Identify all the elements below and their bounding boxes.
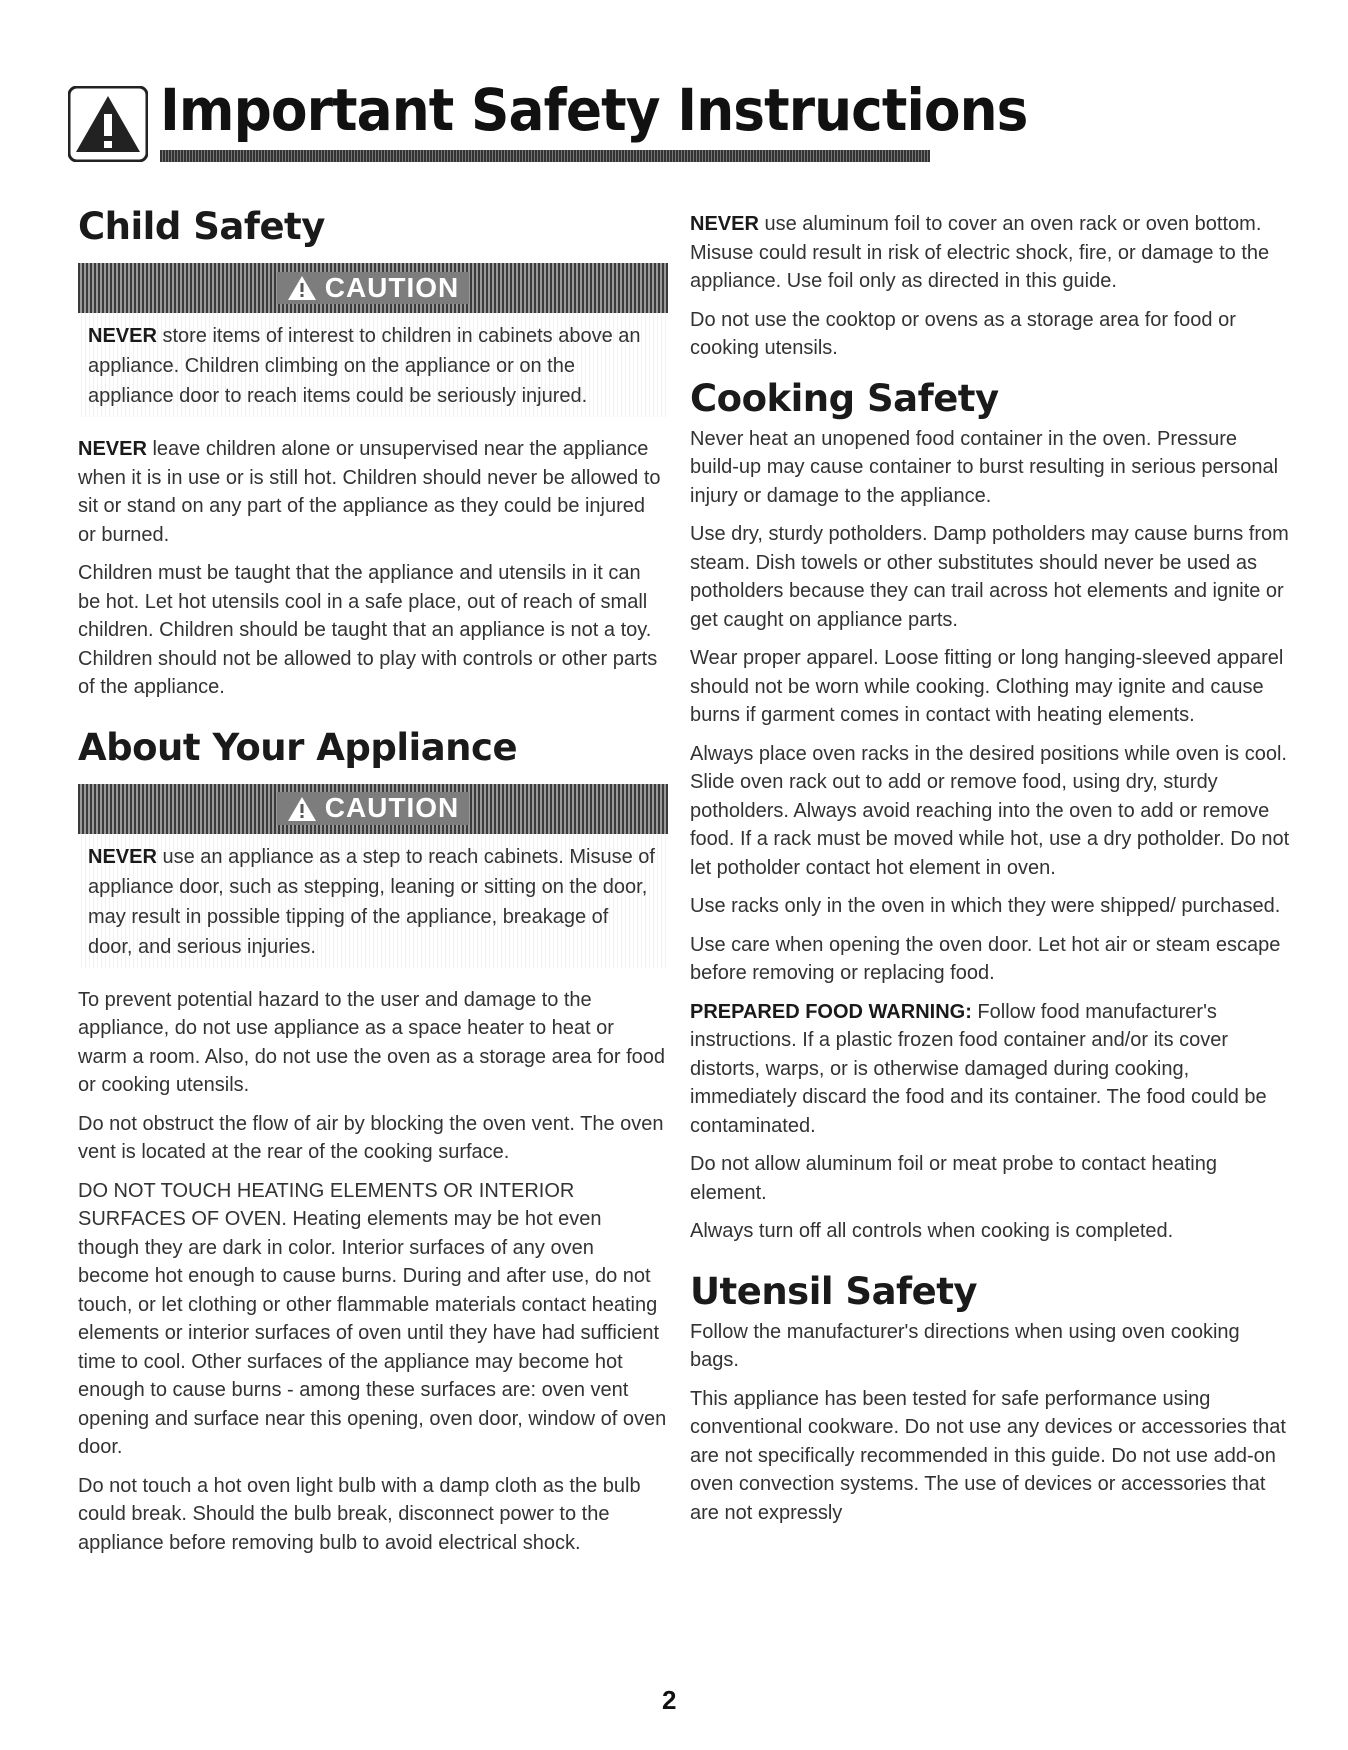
paragraph: Follow the manufacturer's directions when using oven cooking bags. [690, 1320, 1240, 1371]
paragraph: NEVER leave children alone or unsupervised near the appliance when it is in use or is still hot. Children should never be allowed to sit or stand on any part of the appliance as they could be injured or burned. [78, 438, 661, 546]
paragraph: This appliance has been tested for safe performance using conventional cookware. Do not use any devices or accessories that are not specifically recommended in this guide. Do not use add-on oven convection systems. The use of devices or accessories that are not expressly [690, 1387, 1286, 1524]
paragraph: Do not touch a hot oven light bulb with a damp cloth as the bulb could break. Should the bulb break, disconnect power to the appliance before removing bulb to avoid electrical shock. [78, 1474, 641, 1554]
caution-box-child [78, 263, 668, 417]
paragraph: Do not obstruct the flow of air by blocking the oven vent. The oven vent is located at the rear of the cooking surface. [78, 1112, 664, 1163]
about-appliance-heading: About Your Appliance [78, 725, 518, 769]
child-safety-heading: Child Safety [78, 205, 325, 248]
caution-triangle-icon [287, 796, 317, 822]
caution-label: CAUTION [324, 792, 460, 824]
caution-label: CAUTION [324, 271, 460, 303]
warning-triangle-icon [68, 86, 148, 162]
left-column [78, 205, 668, 1567]
paragraph: Always turn off all controls when cooking is completed. [690, 1220, 1174, 1242]
page-header [68, 58, 1028, 168]
paragraph: NEVER use aluminum foil to cover an oven rack or oven bottom. Misuse could result in risk of electric shock, fire, or damage to the appliance. Use foil only as directed in this guide. [690, 213, 1270, 292]
paragraph: Do not use the cooktop or ovens as a storage area for food or cooking utensils. [690, 308, 1236, 359]
caution-triangle-icon [287, 275, 317, 301]
paragraph: Always place oven racks in the desired positions while oven is cool. Slide oven rack out to add or remove food, using dry, sturdy potholders. Always avoid reaching into the oven to add or remove food. If a rack must be moved while hot, use a dry potholder. Do not let potholder contact hot element in oven. [690, 742, 1290, 879]
paragraph: PREPARED FOOD WARNING: Follow food manufacturer's instructions. If a plastic frozen food container and/or its cover distorts, warps, or is otherwise damaged during cooking, immediately discard the food and its container. The food could be contaminated. [690, 1000, 1267, 1137]
right-column [690, 210, 1290, 1537]
paragraph: Children must be taught that the appliance and utensils in it can be hot. Let hot utensils cool in a safe place, out of reach of small children. Children should be taught that an appliance is not a toy. Children should not be allowed to play with controls or other parts of the appliance. [78, 562, 658, 698]
caution-bar [78, 263, 668, 313]
paragraph: Do not allow aluminum foil or meat probe to contact heating element. [690, 1153, 1217, 1204]
page-title: Important Safety Instructions [160, 76, 1028, 144]
utensil-safety-heading: Utensil Safety [690, 1269, 978, 1313]
paragraph: Never heat an unopened food container in the oven. Pressure build-up may cause container to burst resulting in serious personal injury or damage to the appliance. [690, 427, 1279, 507]
paragraph: Use dry, sturdy potholders. Damp potholders may cause burns from steam. Dish towels or other substitutes should never be used as potholders because they can trail across hot elements and ignite or get caught on appliance parts. [690, 523, 1289, 631]
caution-text: NEVER use an appliance as a step to reach cabinets. Misuse of appliance door, such as stepping, leaning or sitting on the door, may result in possible tipping of the appliance, breakage of door, and serious injuries. [78, 834, 668, 968]
paragraph: To prevent potential hazard to the user and damage to the appliance, do not use appliance as a space heater to heat or warm a room. Also, do not use the oven as a storage area for food or cooking utensils. [78, 988, 666, 1096]
page-number: 2 [662, 1685, 677, 1715]
header-rule [160, 150, 930, 162]
paragraph: Use care when opening the oven door. Let hot air or steam escape before removing or replacing food. [690, 933, 1281, 984]
paragraph: DO NOT TOUCH HEATING ELEMENTS OR INTERIOR SURFACES OF OVEN. Heating elements may be hot even though they are dark in color. Interior surfaces of any oven become hot enough to cause burns. During and after use, do not touch, or let clothing or other flammable materials contact heating elements or interior surfaces of oven until they have had sufficient time to cool. Other surfaces of the appliance may become hot enough to cause burns - among these surfaces are: oven vent opening and surface near this opening, oven door, window of oven door. [78, 1179, 667, 1458]
paragraph: Wear proper apparel. Loose fitting or long hanging-sleeved apparel should not be worn while cooking. Clothing may ignite and cause burns if garment comes in contact with heating elements. [690, 647, 1284, 726]
caution-text: NEVER store items of interest to children in cabinets above an appliance. Children climbing on the appliance or on the appliance door to reach items could be seriously injured. [78, 313, 668, 417]
caution-bar [78, 784, 668, 834]
paragraph: Use racks only in the oven in which they were shipped/ purchased. [690, 895, 1281, 917]
caution-box-appliance [78, 784, 668, 968]
cooking-safety-heading: Cooking Safety [690, 376, 999, 420]
